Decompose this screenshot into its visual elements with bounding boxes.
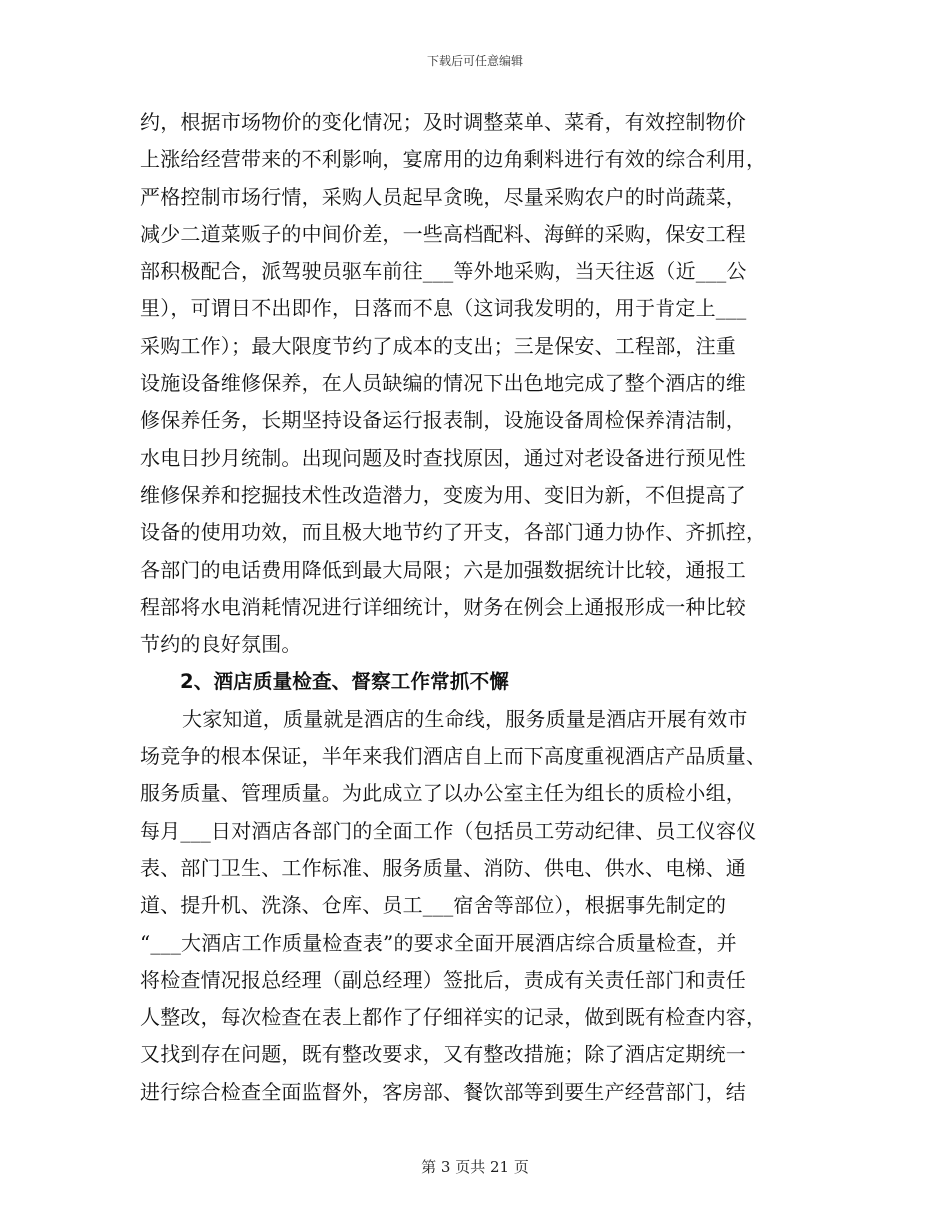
- paragraph-line: 程部将水电消耗情况进行详细统计，财务在例会上通报形成一种比较: [140, 594, 746, 619]
- paragraph-line: 设施设备维修保养，在人员缺编的情况下出色地完成了整个酒店的维: [140, 371, 746, 396]
- paragraph-line: “___大酒店工作质量检查表”的要求全面开展酒店综合质量检查，并: [140, 930, 737, 955]
- paragraph-line: 水电日抄月统制。出现问题及时查找原因，通过对老设备进行预见性: [140, 445, 746, 470]
- paragraph-line: 严格控制市场行情，采购人员起早贪晚，尽量采购农户的时尚蔬菜，: [140, 184, 746, 209]
- page-header-note: 下载后可任意编辑: [426, 54, 523, 68]
- paragraph-line: 里），可谓日不出即作，日落而不息（这词我发明的，用于肯定上___: [140, 296, 747, 321]
- paragraph-line: 服务质量、管理质量。为此成立了以办公室主任为组长的质检小组，: [140, 781, 746, 806]
- page-number: 第 3 页共 21 页: [421, 1158, 529, 1176]
- paragraph-line: 每月___日对酒店各部门的全面工作（包括员工劳动纪律、员工仪容仪: [140, 818, 757, 843]
- paragraph-line: 采购工作）；最大限度节约了成本的支出；三是保安、工程部，注重: [140, 333, 736, 358]
- paragraph-line: 各部门的电话费用降低到最大局限；六是加强数据统计比较，通报工: [140, 557, 746, 582]
- paragraph-line: 节约的良好氛围。: [140, 632, 302, 657]
- document-body: [140, 104, 818, 1111]
- paragraph-line: 表、部门卫生、工作标准、服务质量、消防、供电、供水、电梯、通: [140, 855, 746, 880]
- paragraph-line: 设备的使用功效，而且极大地节约了开支，各部门通力协作、齐抓控，: [140, 520, 767, 545]
- paragraph-line: 减少二道菜贩子的中间价差，一些高档配料、海鲜的采购，保安工程: [140, 221, 746, 246]
- paragraph-line: 约，根据市场物价的变化情况；及时调整菜单、菜肴，有效控制物价: [140, 110, 746, 134]
- paragraph-line: 修保养任务，长期坚持设备运行报表制，设施设备周检保养清洁制，: [140, 408, 746, 433]
- paragraph-line: 人整改，每次检查在表上都作了仔细祥实的记录，做到既有检查内容，: [140, 1005, 767, 1030]
- paragraph-line: 场竞争的根本保证，半年来我们酒店自上而下高度重视酒店产品质量、: [140, 744, 767, 769]
- paragraph-line: 维修保养和挖掘技术性改造潜力，变废为用、变旧为新，不但提高了: [140, 482, 746, 507]
- paragraph-line: 上涨给经营带来的不利影响，宴席用的边角剩料进行有效的综合利用，: [140, 147, 767, 172]
- paragraph-line: 又找到存在问题，既有整改要求，又有整改措施；除了酒店定期统一: [140, 1042, 746, 1067]
- paragraph-line: 将检查情况报总经理（副总经理）签批后，责成有关责任部门和责任: [140, 967, 746, 992]
- paragraph-line: 道、提升机、洗涤、仓库、员工___宿舍等部位），根据事先制定的: [140, 893, 727, 918]
- section-heading: 2、酒店质量检查、督察工作常抓不懈: [180, 670, 509, 694]
- paragraph-line: 部积极配合，派驾驶员驱车前往___等外地采购，当天往返（近___公: [140, 259, 747, 284]
- paragraph-line: 大家知道，质量就是酒店的生命线，服务质量是酒店开展有效市: [182, 706, 748, 731]
- paragraph-line: 进行综合检查全面监督外，客房部、餐饮部等到要生产经营部门，结: [140, 1079, 746, 1104]
